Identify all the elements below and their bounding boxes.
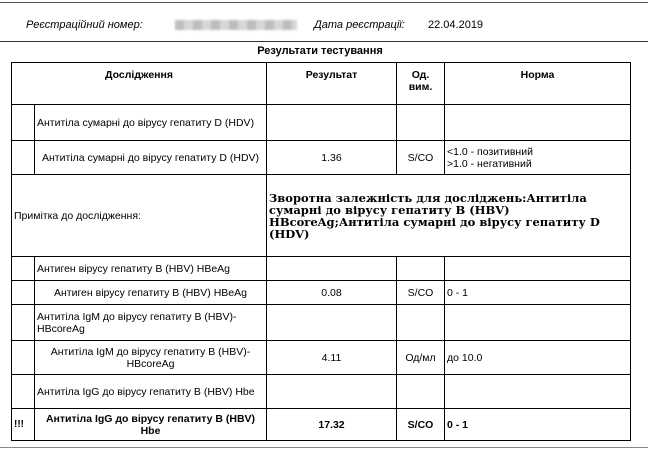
results-table	[11, 62, 631, 441]
column-header-result: Результат	[267, 63, 397, 105]
flag-cell	[12, 341, 35, 375]
test-name: Антитіла сумарні до вірусу гепатиту D (HDV)	[35, 141, 267, 175]
norm-line: <1.0 - позитивний	[447, 145, 533, 158]
norm-value: до 10.0	[445, 341, 631, 375]
norm-line: >1.0 - негативний	[447, 157, 532, 170]
registration-date-value: 22.04.2019	[428, 19, 484, 31]
norm-value: 0 - 1	[445, 281, 631, 305]
table-row	[12, 409, 631, 441]
report-header	[0, 0, 648, 40]
column-header-research: Дослідження	[12, 63, 267, 105]
group-name: Антитіла сумарні до вірусу гепатиту D (HDV)	[35, 105, 267, 141]
table-row	[12, 305, 631, 341]
registration-number-value	[175, 20, 297, 30]
table-row	[12, 141, 631, 175]
flag-cell	[12, 105, 35, 141]
group-name: Антиген вірусу гепатиту В (HBV) HBeAg	[35, 257, 267, 281]
test-name: Антитіла IgM до вірусу гепатиту В (HBV)-HBcoreAg	[35, 341, 267, 375]
result-value: 1.36	[267, 141, 397, 175]
note-text: Зворотна залежність для досліджень:Антитіла сумарні до вірусу гепатиту В (HBV) HBcoreAg;Антитіла сумарні до вірусу гепатиту D (HDV)	[267, 175, 631, 257]
warning-flag: !!!	[12, 409, 35, 441]
registration-number-label: Реєстраційний номер:	[26, 19, 143, 31]
table-row	[12, 281, 631, 305]
table-row	[12, 257, 631, 281]
norm-value	[445, 141, 631, 175]
column-header-norm: Норма	[445, 63, 631, 105]
result-value: 0.08	[267, 281, 397, 305]
flag-cell	[12, 281, 35, 305]
group-name: Антитіла IgM до вірусу гепатиту В (HBV)-HBcoreAg	[35, 305, 267, 341]
flag-cell	[12, 141, 35, 175]
results-title: Результати тестування	[257, 45, 383, 57]
header-rule	[0, 41, 648, 42]
test-name: Антиген вірусу гепатиту В (HBV) HBeAg	[35, 281, 267, 305]
note-row	[12, 175, 631, 257]
flag-cell	[12, 257, 35, 281]
norm-value: 0 - 1	[445, 409, 631, 441]
flag-cell	[12, 305, 35, 341]
table-row	[12, 375, 631, 409]
test-name: Антитіла IgG до вірусу гепатиту В (HBV) Hbe	[35, 409, 267, 441]
group-name: Антитіла IgG до вірусу гепатиту В (HBV) Hbe	[35, 375, 267, 409]
unit-value: S/CO	[397, 141, 445, 175]
table-row	[12, 105, 631, 141]
unit-value: Од/мл	[397, 341, 445, 375]
column-header-unit: Од. вим.	[397, 63, 445, 105]
unit-value: S/CO	[397, 409, 445, 441]
flag-cell	[12, 375, 35, 409]
result-value: 17.32	[267, 409, 397, 441]
table-row	[12, 341, 631, 375]
note-label: Примітка до дослідження:	[12, 175, 267, 257]
registration-date-label: Дата реєстрації:	[314, 19, 405, 31]
bottom-rule	[0, 447, 648, 448]
unit-value: S/CO	[397, 281, 445, 305]
result-value: 4.11	[267, 341, 397, 375]
table-header-row	[12, 63, 631, 105]
